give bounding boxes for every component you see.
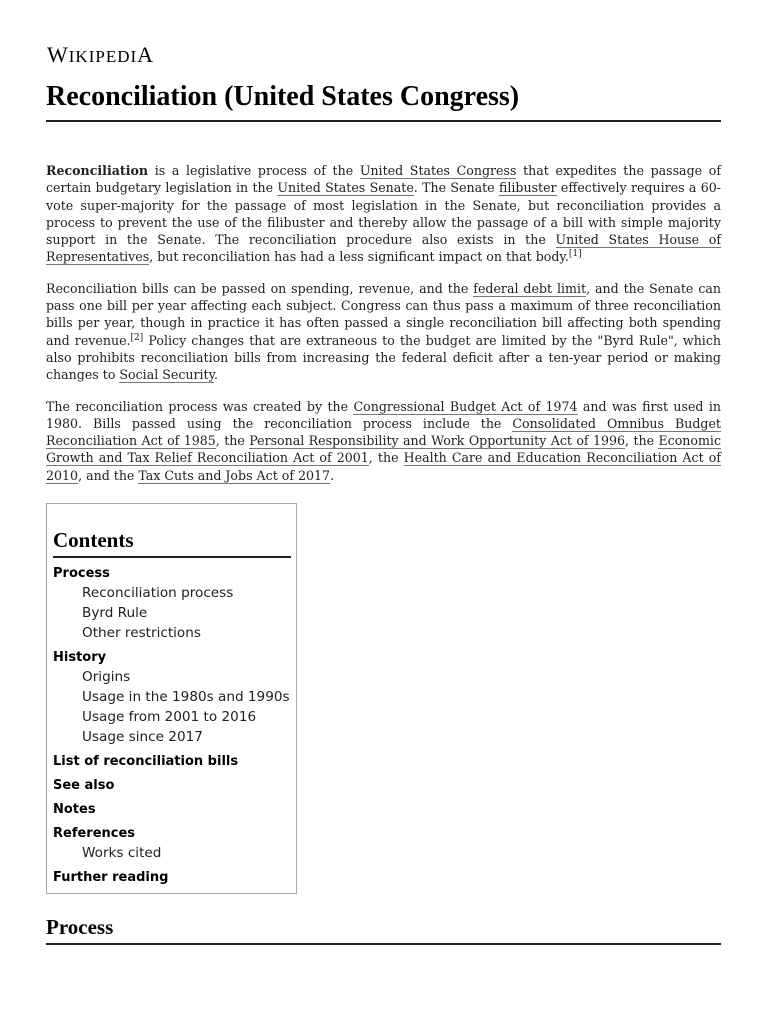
toc-item-notes [53, 800, 291, 819]
bold-term: Reconciliation [46, 163, 149, 178]
toc-title: Contents [53, 528, 291, 558]
toc-link-works-cited[interactable]: Works cited [82, 845, 162, 861]
toc-link-further-reading[interactable]: Further reading [53, 870, 169, 885]
toc-link-references[interactable]: References [53, 826, 136, 841]
link-united-states-congress[interactable]: United States Congress [359, 163, 517, 178]
section-heading-process: Process [46, 914, 721, 945]
text: and was first used in 1980. Bills passed using the reconciliation process include the [46, 398, 721, 431]
logo-letters: IKIPEDI [68, 47, 138, 66]
link-social-security[interactable]: Social Security [119, 367, 215, 383]
text: , and the Senate can pass one bill per year affecting each subject. Congress can thus pass a maximum of three reconciliation bills per year, though in practice it has often passed a single reconciliation bill affecting both spending and revenue. [46, 280, 721, 348]
toc-item-list [53, 752, 291, 771]
toc-link-list-of-bills[interactable]: List of reconciliation bills [53, 754, 239, 769]
toc-item-further-reading [53, 868, 291, 887]
wikipedia-logo[interactable] [47, 42, 154, 68]
text: , the [368, 450, 404, 466]
toc-item-see-also [53, 776, 291, 795]
link-filibuster[interactable]: filibuster [498, 180, 557, 196]
text: . The Senate [413, 180, 499, 196]
toc-link-process[interactable]: Process [53, 566, 110, 581]
link-tcja-2017[interactable]: Tax Cuts and Jobs Act of 2017 [138, 467, 331, 483]
link-hcera-2010[interactable]: Health Care and Education Reconciliation Act of 2010 [46, 450, 721, 483]
link-house-of-representatives[interactable]: United States House of Representatives [46, 232, 721, 265]
toc-link-other-restrictions[interactable]: Other restrictions [82, 625, 201, 641]
text: The reconciliation process was created by the [46, 398, 354, 414]
toc-link-see-also[interactable]: See also [53, 778, 115, 793]
intro-paragraph-2 [46, 280, 721, 384]
intro-paragraph-3 [46, 398, 721, 484]
toc-link-byrd-rule[interactable]: Byrd Rule [82, 605, 148, 621]
text: Reconciliation bills can be passed on spending, revenue, and the [46, 280, 474, 296]
toc-link-usage-2001-2016[interactable]: Usage from 2001 to 2016 [82, 709, 257, 725]
link-united-states-senate[interactable]: United States Senate [277, 180, 414, 196]
toc-item-process [53, 564, 291, 643]
toc-link-notes[interactable]: Notes [53, 802, 96, 817]
page-title: Reconciliation (United States Congress) [46, 79, 721, 122]
article-content [46, 162, 721, 498]
link-federal-debt-limit[interactable]: federal debt limit [473, 280, 587, 296]
toc-link-history[interactable]: History [53, 650, 107, 665]
toc-link-origins[interactable]: Origins [82, 669, 131, 685]
toc-item-history [53, 648, 291, 747]
text: that expedites the passage of certain budgetary legislation in the [46, 163, 721, 196]
toc-list [53, 564, 291, 887]
toc-link-usage-since-2017[interactable]: Usage since 2017 [82, 729, 203, 745]
link-cobra-1985[interactable]: Consolidated Omnibus Budget Reconciliation Act of 1985 [46, 415, 721, 449]
text: . [214, 367, 219, 383]
text: is a legislative process of the [148, 163, 360, 178]
link-egtrra-2001[interactable]: Economic Growth and Tax Relief Reconciliation Act of 2001 [46, 433, 722, 466]
text: . [330, 467, 335, 483]
citation-2[interactable]: [2] [130, 332, 144, 343]
logo-letter-a: A [137, 42, 155, 67]
text: effectively requires a 60-vote super-majority for the passage of most legislation in the Senate, but reconciliation provides a process to prevent the use of the filibuster and thereby allow the passage of a bill with simple majority support in the Senate. The reconciliation procedure also exists in the [46, 180, 721, 248]
text: , and the [78, 467, 139, 483]
citation-1[interactable]: [1] [568, 249, 582, 260]
text: Policy changes that are extraneous to the budget are limited by the "Byrd Rule", which also prohibits reconciliation bills from increasing the federal deficit after a ten-year period or making changes to [46, 332, 721, 383]
intro-paragraph-1 [46, 162, 721, 266]
link-prwora-1996[interactable]: Personal Responsibility and Work Opportunity Act of 1996 [249, 433, 626, 449]
link-congressional-budget-act[interactable]: Congressional Budget Act of 1974 [353, 398, 578, 414]
text: , the [625, 433, 659, 449]
toc-item-references [53, 824, 291, 863]
toc-link-usage-1980s-1990s[interactable]: Usage in the 1980s and 1990s [82, 689, 290, 705]
toc-link-reconciliation-process[interactable]: Reconciliation process [82, 585, 234, 601]
text: , but reconciliation has had a less significant impact on that body. [149, 249, 569, 265]
logo-letter-w: W [47, 42, 69, 67]
table-of-contents [46, 503, 297, 894]
text: , the [215, 433, 250, 449]
